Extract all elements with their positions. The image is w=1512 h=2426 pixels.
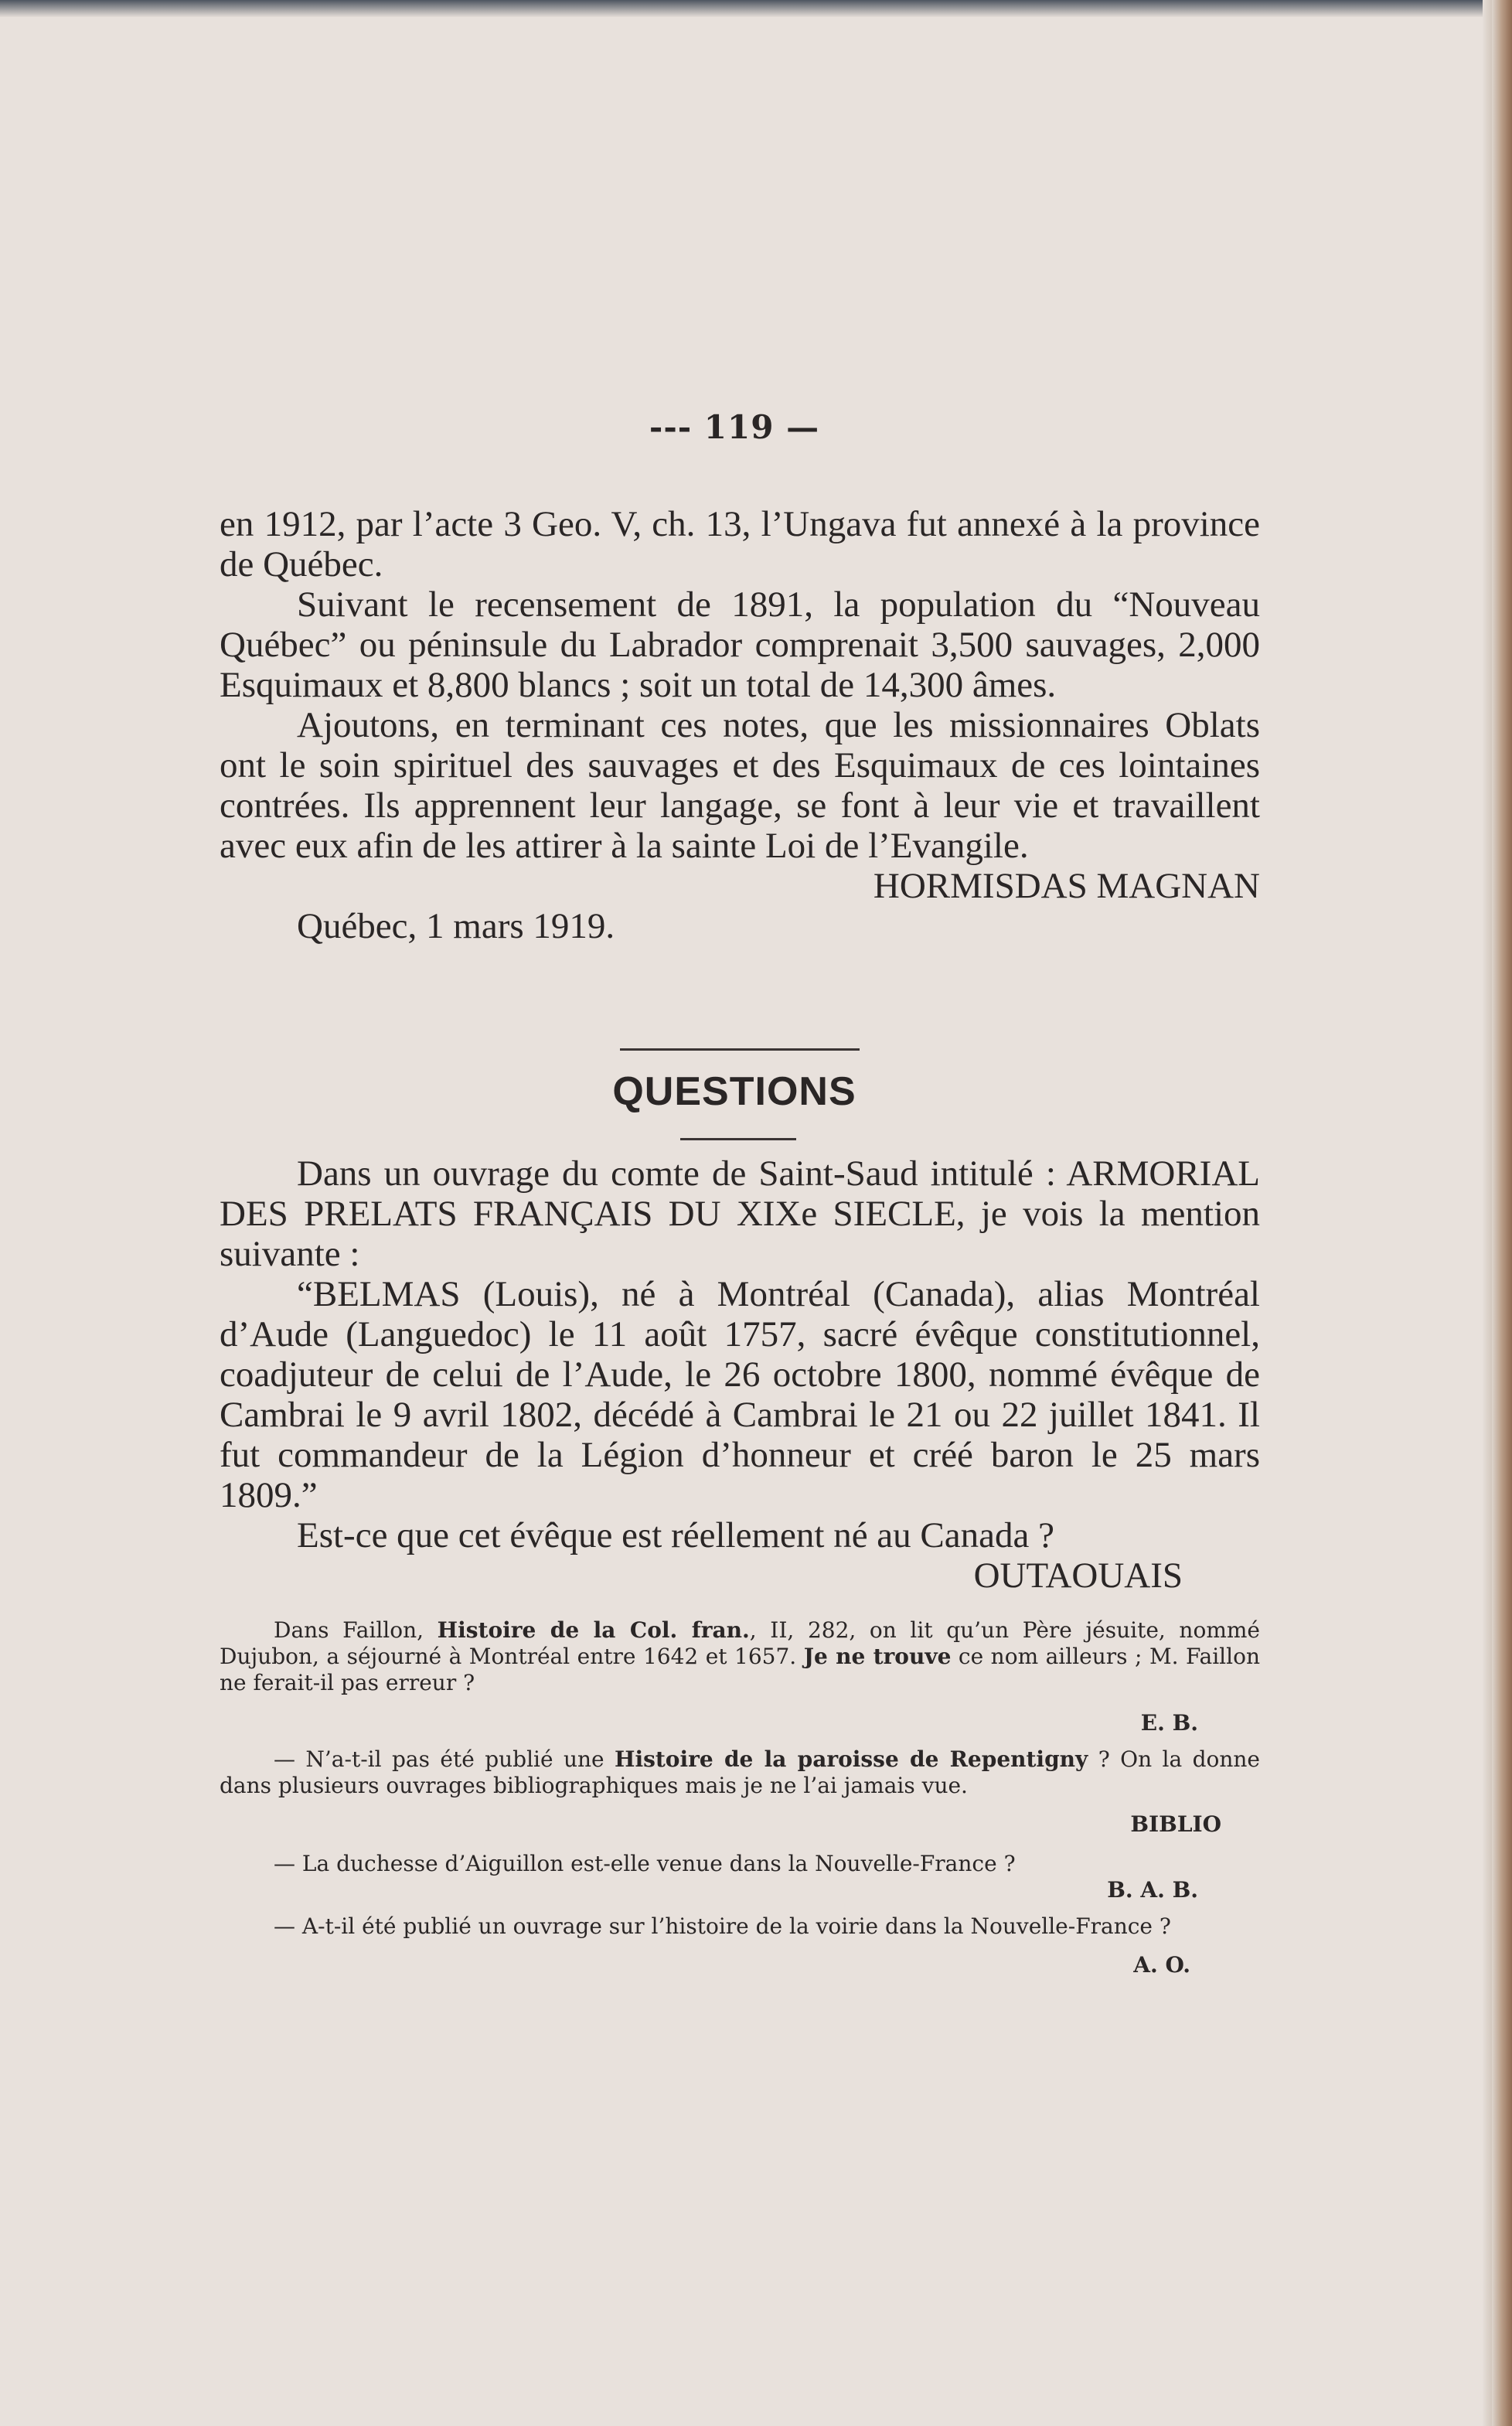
query-faillon-title: Histoire de la Col. fran. (437, 1617, 750, 1643)
query-repentigny (220, 1746, 1260, 1799)
section-rule-bottom (680, 1138, 796, 1140)
paragraph-census: Suivant le recensement de 1891, la population du “Nouveau Québec” ou péninsule du Labrador comprenait 3,500 sauvages, 2,000 Esquimaux et 8,800 blancs ; soit un total de 14,300 âmes. (220, 584, 1260, 705)
question-ask: Est-ce que cet évêque est réellement né au Canada ? (297, 1515, 1054, 1555)
section-heading: QUESTIONS (612, 1069, 856, 1114)
question-intro: Dans un ouvrage du comte de Saint-Saud intitulé : ARMORIAL DES PRELATS FRANÇAIS DU XIXe SIECLE, je vois la mention suivante : (220, 1153, 1260, 1274)
dateline: Québec, 1 mars 1919. (297, 906, 615, 946)
query-aiguillon-signature: B. A. B. (1107, 1877, 1198, 1903)
query-voirie-signature: A. O. (1133, 1952, 1190, 1978)
query-faillon-end: ce nom ailleurs ; M. Faillon ne ferait-il pas erreur ? (220, 1644, 1260, 1695)
query-repentigny-pre: — N’a-t-il pas été publié une (274, 1746, 615, 1772)
query-faillon-mid: , II, 282, on lit qu’un Père jésuite, nommé Dujubon, a séjourné à Montréal entre 1642 et 1657. (220, 1617, 1260, 1669)
author-signature: HORMISDAS MAGNAN (873, 866, 1260, 906)
query-faillon (220, 1617, 1260, 1696)
query-repentigny-end: ? On la donne dans plusieurs ouvrages bibliographiques mais je ne l’ai jamais vue. (220, 1746, 1260, 1798)
query-repentigny-title: Histoire de la paroisse de Repentigny (615, 1746, 1088, 1772)
query-aiguillon: — La duchesse d’Aiguillon est-elle venue dans la Nouvelle-France ? (274, 1851, 1016, 1876)
page-number: --- 119 — (649, 408, 820, 446)
section-rule-top (620, 1048, 860, 1051)
query-voirie: — A-t-il été publié un ouvrage sur l’histoire de la voirie dans la Nouvelle-France ? (274, 1913, 1171, 1939)
short-queries (220, 1617, 1260, 1978)
query-repentigny-signature: BIBLIO (1130, 1811, 1221, 1837)
question-quote: “BELMAS (Louis), né à Montréal (Canada), alias Montréal d’Aude (Languedoc) le 11 août 1757, sacré évêque constitutionnel, coadjuteur de celui de l’Aude, le 26 octobre 1800, nommé évêque de Cambrai le 9 avril 1802, décédé à Cambrai le 21 ou 22 juillet 1841. Il fut commandeur de la Légion d’honneur et créé baron le 25 mars 1809.” (220, 1274, 1260, 1515)
query-faillon-pre: Dans Faillon, (274, 1617, 438, 1643)
page-top-edge (0, 0, 1512, 17)
page-edge-shadow (1483, 0, 1492, 2426)
questions-section (220, 1153, 1260, 1596)
query-faillon-bold: Je ne trouve (803, 1644, 952, 1669)
query-faillon-signature: E. B. (1140, 1710, 1198, 1736)
question-signature: OUTAOUAIS (973, 1555, 1183, 1596)
paragraph-annexation: en 1912, par l’acte 3 Geo. V, ch. 13, l’Ungava fut annexé à la province de Québec. (220, 504, 1260, 584)
book-spine-edge (1492, 0, 1512, 2426)
paragraph-missionaries: Ajoutons, en terminant ces notes, que les missionnaires Oblats ont le soin spirituel des sauvages et des Esquimaux de ces lointaines contrées. Ils apprennent leur langage, se font à leur vie et travaillent avec eux afin de les attirer à la sainte Loi de l’Evangile. (220, 705, 1260, 866)
article-continuation (220, 504, 1260, 946)
